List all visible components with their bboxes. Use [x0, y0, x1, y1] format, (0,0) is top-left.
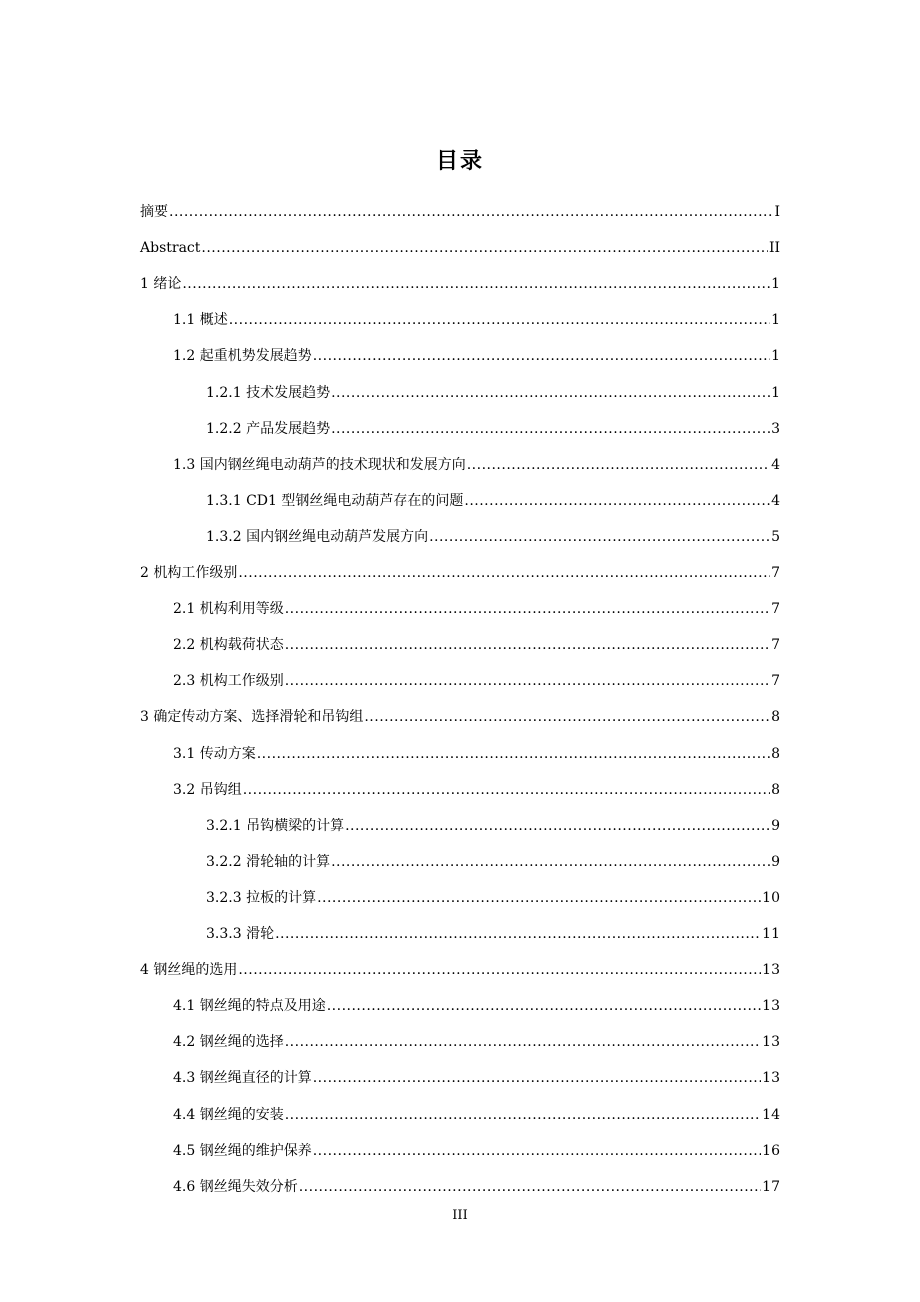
- toc-leader-dots: [317, 890, 761, 906]
- toc-leader-dots: [313, 348, 770, 364]
- toc-entry-label: 2 机构工作级别: [140, 565, 238, 581]
- toc-entry-label: 3.2.2 滑轮轴的计算: [206, 853, 331, 870]
- toc-entry-page-number: 16: [762, 1142, 780, 1159]
- toc-entry-page-number: 5: [771, 528, 780, 545]
- toc-entry-page-number: 14: [762, 1106, 780, 1123]
- toc-entry[interactable]: [173, 292, 780, 328]
- toc-leader-dots: [169, 204, 773, 220]
- toc-entry-label: 3.2.3 拉板的计算: [206, 889, 317, 906]
- toc-entry[interactable]: [173, 726, 780, 762]
- toc-entry-page-number: 8: [771, 709, 780, 726]
- toc-entry-page-number: 8: [771, 745, 780, 762]
- toc-entry-label: 2.3 机构工作级别: [173, 673, 284, 690]
- toc-entry[interactable]: [173, 581, 780, 617]
- toc-entry-page-number: 13: [762, 1070, 780, 1087]
- toc-entry[interactable]: [206, 834, 780, 870]
- toc-entry[interactable]: [173, 1087, 780, 1123]
- toc-entry-page-number: 7: [771, 565, 780, 581]
- toc-leader-dots: [275, 926, 761, 942]
- toc-entry[interactable]: [140, 256, 780, 292]
- toc-entry[interactable]: [140, 545, 780, 581]
- toc-leader-dots: [238, 565, 770, 581]
- toc-leader-dots: [331, 385, 770, 401]
- toc-entry[interactable]: [173, 1014, 780, 1050]
- toc-entry-label: 3.1 传动方案: [173, 745, 256, 762]
- toc-entry[interactable]: [140, 942, 780, 978]
- toc-entry-label: 2.2 机构载荷状态: [173, 637, 284, 654]
- toc-leader-dots: [285, 1107, 761, 1123]
- toc-entry[interactable]: [206, 401, 780, 437]
- toc-entry-page-number: 1: [771, 384, 780, 401]
- toc-entry[interactable]: [173, 328, 780, 364]
- page-number: III: [452, 1208, 468, 1223]
- toc-leader-dots: [285, 601, 770, 617]
- toc-entry-page-number: 7: [771, 673, 780, 690]
- toc-leader-dots: [331, 854, 770, 870]
- toc-entry-label: 1 绪论: [140, 276, 182, 293]
- toc-entry[interactable]: [206, 365, 780, 401]
- toc-entry-label: 4.1 钢丝绳的特点及用途: [173, 998, 326, 1015]
- toc-entry[interactable]: [206, 906, 780, 942]
- toc-leader-dots: [464, 493, 770, 509]
- toc-entry[interactable]: [206, 798, 780, 834]
- toc-entry[interactable]: [173, 653, 780, 689]
- toc-entry-label: 4 钢丝绳的选用: [140, 962, 238, 979]
- toc-leader-dots: [285, 1034, 761, 1050]
- toc-leader-dots: [285, 637, 770, 653]
- toc-entry-label: 2.1 机构利用等级: [173, 601, 284, 618]
- toc-entry-label: Abstract: [140, 240, 201, 257]
- toc-leader-dots: [345, 818, 770, 834]
- toc-entry-page-number: 11: [762, 926, 780, 942]
- toc-entry-page-number: 4: [771, 456, 780, 473]
- toc-entry-page-number: I: [774, 204, 780, 220]
- toc-leader-dots: [364, 709, 770, 725]
- toc-entry-label: 4.2 钢丝绳的选择: [173, 1034, 284, 1051]
- toc-leader-dots: [257, 746, 770, 762]
- toc-entry-label: 1.1 概述: [173, 312, 228, 329]
- toc-entry-label: 3 确定传动方案、选择滑轮和吊钩组: [140, 709, 364, 726]
- toc-leader-dots: [182, 276, 770, 292]
- toc-entry[interactable]: [206, 870, 780, 906]
- toc-leader-dots: [313, 1070, 761, 1086]
- toc-entry[interactable]: [140, 220, 780, 256]
- toc-entry[interactable]: [140, 689, 780, 725]
- toc-entry-page-number: 3: [771, 420, 780, 437]
- toc-entry-page-number: 1: [771, 276, 780, 293]
- toc-leader-dots: [327, 998, 761, 1014]
- toc-entry-page-number: 13: [762, 962, 780, 979]
- toc-leader-dots: [201, 240, 768, 256]
- toc-entry-label: 4.5 钢丝绳的维护保养: [173, 1142, 312, 1159]
- toc-entry-page-number: 9: [771, 853, 780, 870]
- toc-leader-dots: [429, 529, 770, 545]
- toc-leader-dots: [285, 673, 770, 689]
- toc-entry-page-number: 10: [762, 889, 780, 906]
- toc-entry[interactable]: [206, 473, 780, 509]
- toc-entry-page-number: 9: [771, 817, 780, 834]
- toc-entry-label: 1.3 国内钢丝绳电动葫芦的技术现状和发展方向: [173, 456, 466, 473]
- toc-entry-page-number: 13: [762, 998, 780, 1015]
- page-title: 目录: [435, 149, 484, 174]
- toc-entry-label: 1.2 起重机势发展趋势: [173, 348, 312, 365]
- toc-entry-page-number: 4: [771, 492, 780, 509]
- toc-leader-dots: [238, 962, 761, 978]
- toc-entry[interactable]: [173, 1159, 780, 1195]
- toc-entry-label: 1.3.2 国内钢丝绳电动葫芦发展方向: [206, 528, 429, 545]
- toc-entry[interactable]: [206, 509, 780, 545]
- toc-entry-label: 4.3 钢丝绳直径的计算: [173, 1070, 312, 1087]
- toc-entry[interactable]: [173, 1050, 780, 1086]
- toc-entry-page-number: 13: [762, 1034, 780, 1051]
- toc-entry[interactable]: [173, 1123, 780, 1159]
- toc-entry-page-number: 1: [771, 312, 780, 329]
- toc-entry-label: 4.6 钢丝绳失效分析: [173, 1178, 298, 1195]
- toc-leader-dots: [243, 782, 770, 798]
- toc-entry-label: 1.2.1 技术发展趋势: [206, 384, 331, 401]
- toc-entry[interactable]: [173, 762, 780, 798]
- toc-entry-page-number: 7: [771, 637, 780, 654]
- toc-entry[interactable]: [173, 437, 780, 473]
- toc-leader-dots: [467, 457, 770, 473]
- toc-entry-label: 摘要: [140, 204, 168, 220]
- toc-leader-dots: [229, 312, 770, 328]
- toc-entry[interactable]: [140, 184, 780, 220]
- toc-leader-dots: [331, 421, 770, 437]
- toc-entry-page-number: II: [768, 240, 780, 257]
- toc-entry-page-number: 17: [762, 1178, 780, 1195]
- toc-entry-label: 1.3.1 CD1 型钢丝绳电动葫芦存在的问题: [206, 492, 464, 509]
- toc-entry-label: 4.4 钢丝绳的安装: [173, 1106, 284, 1123]
- toc-entry-label: 3.3.3 滑轮: [206, 926, 275, 942]
- toc-entry-label: 3.2 吊钩组: [173, 781, 242, 798]
- toc-entry-page-number: 1: [771, 348, 780, 365]
- toc-entry-page-number: 7: [771, 601, 780, 618]
- toc-leader-dots: [299, 1179, 761, 1195]
- toc-entry-label: 1.2.2 产品发展趋势: [206, 420, 331, 437]
- toc-entry[interactable]: [173, 617, 780, 653]
- toc-leader-dots: [313, 1143, 761, 1159]
- toc-entry[interactable]: [173, 978, 780, 1014]
- toc-entry-page-number: 8: [771, 781, 780, 798]
- toc-entry-label: 3.2.1 吊钩横梁的计算: [206, 817, 345, 834]
